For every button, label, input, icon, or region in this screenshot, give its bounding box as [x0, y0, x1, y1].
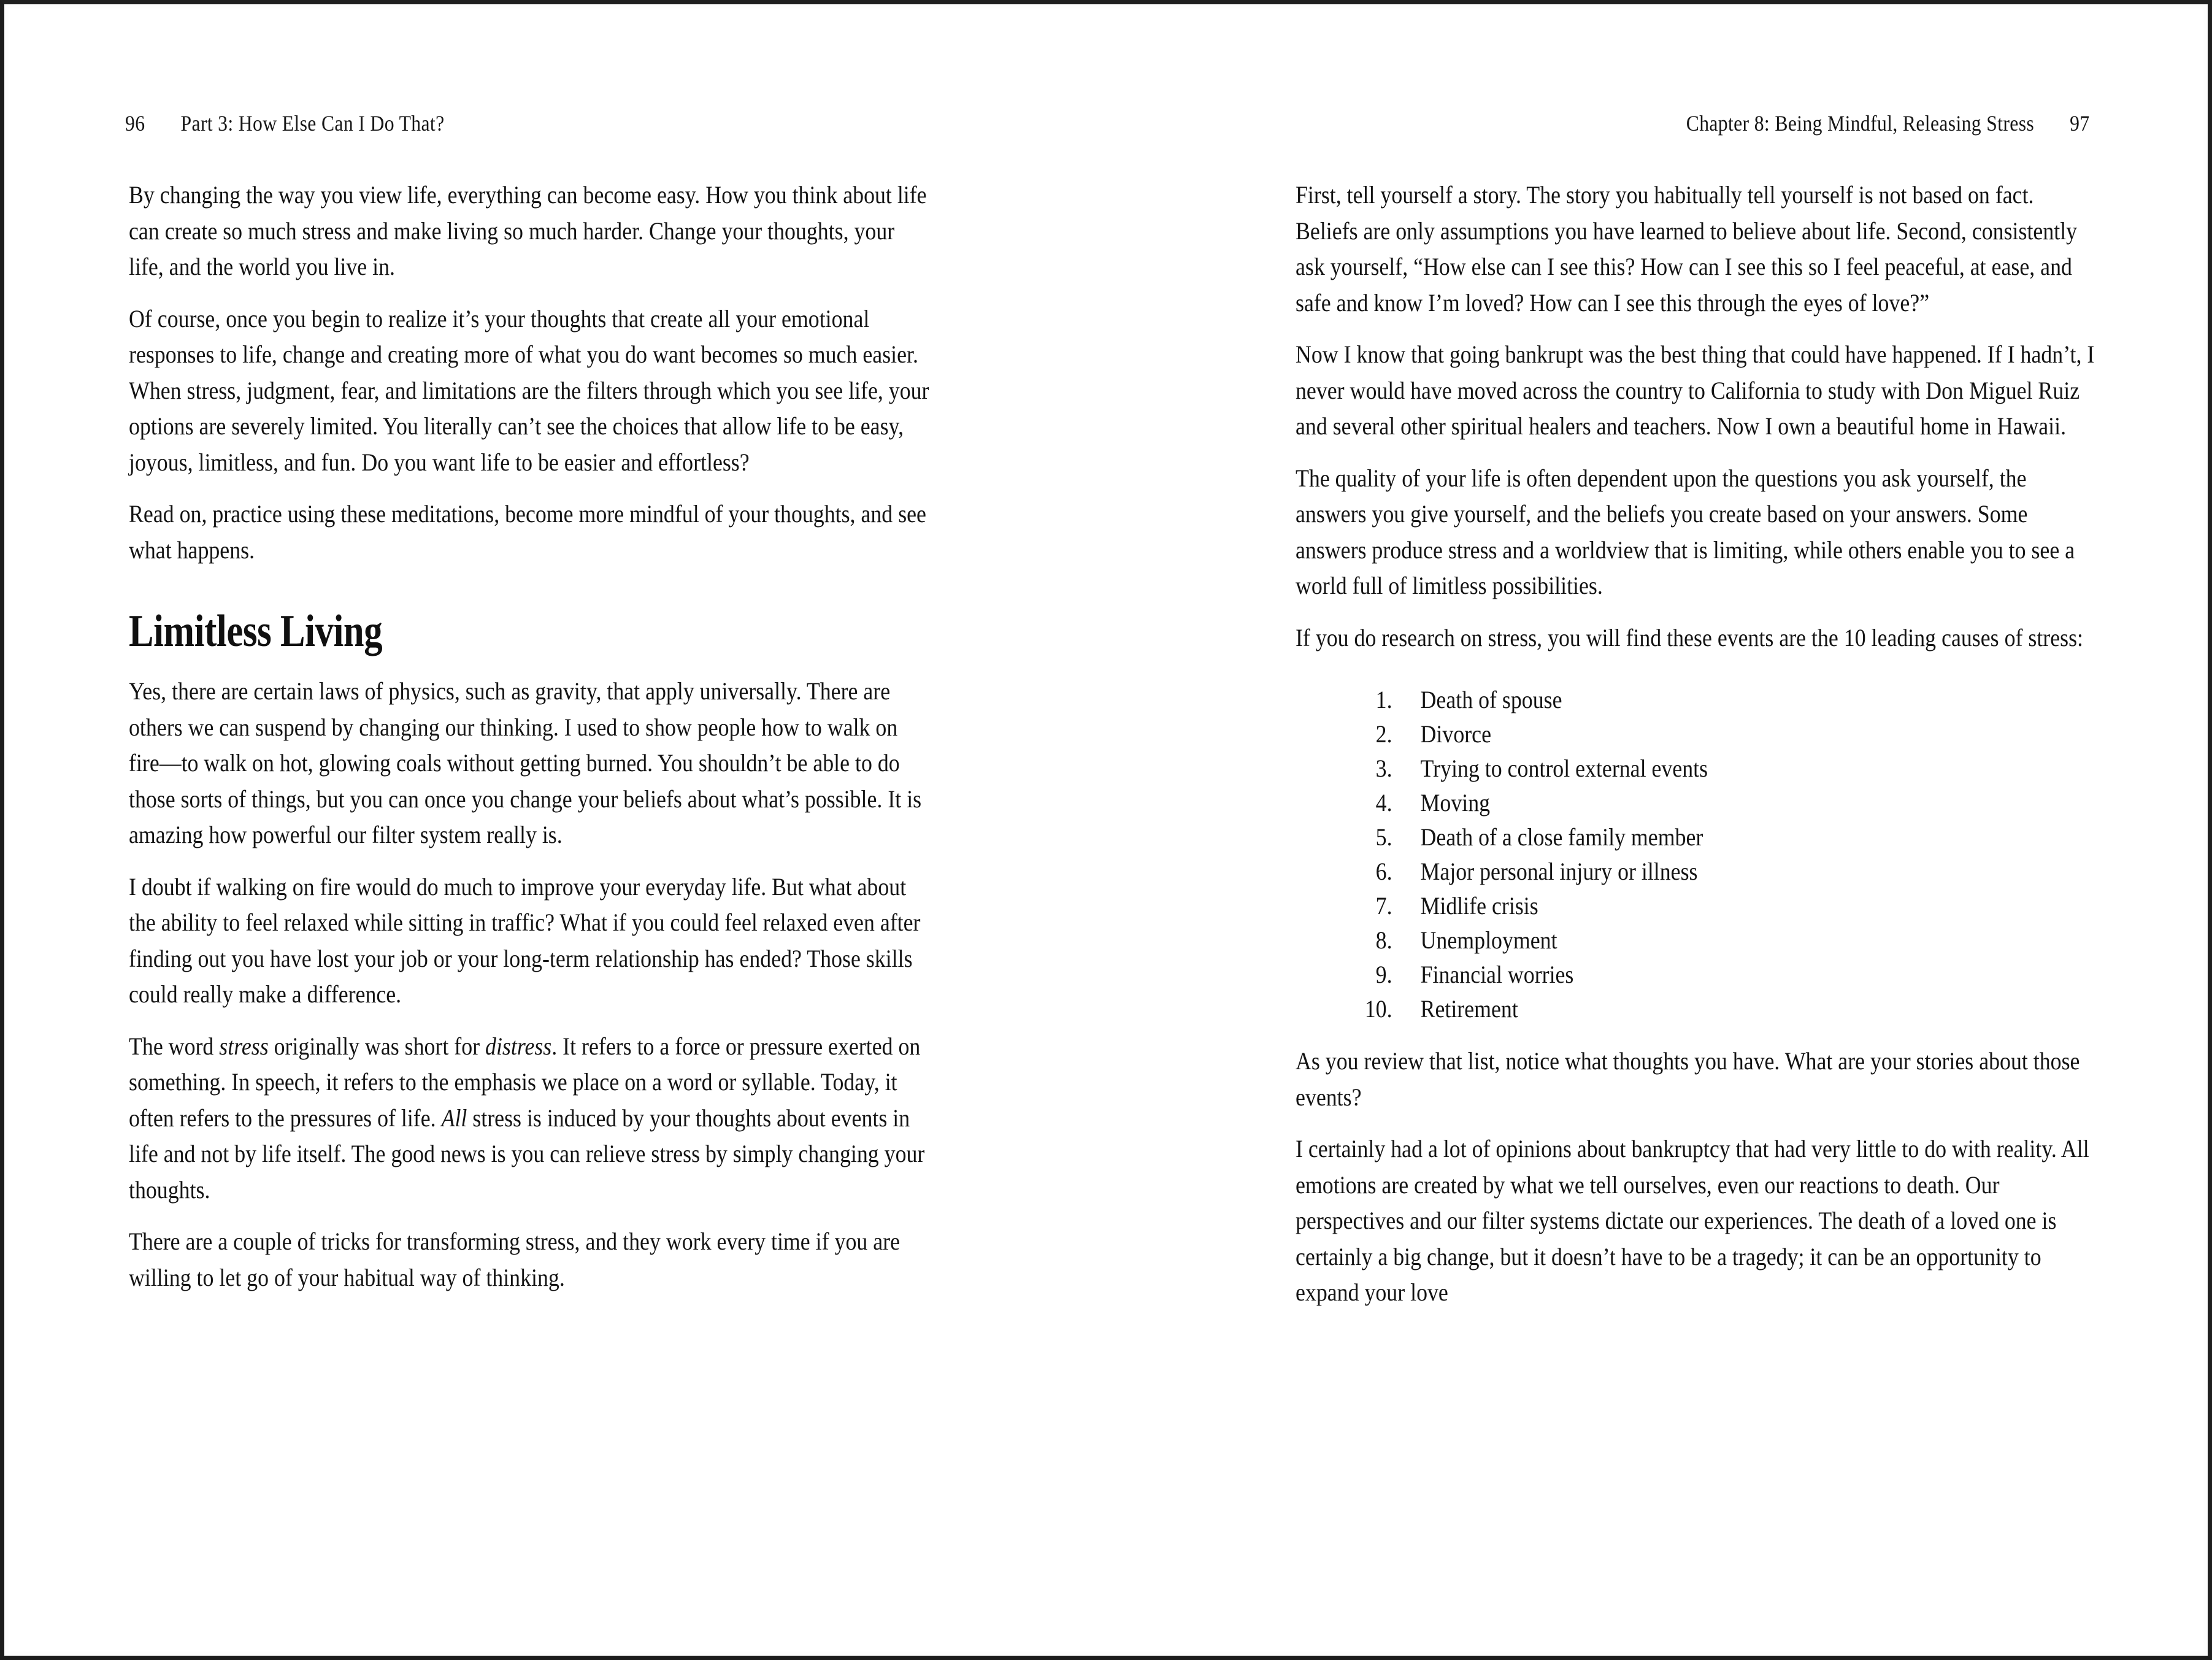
- section-heading-limitless-living: Limitless Living: [129, 606, 383, 656]
- list-item: [1296, 786, 2212, 820]
- paragraph-left-2: Of course, once you begin to realize it’s your thoughts that create all your emotional responses to life, change and creating more of what you do want becomes so much easier. When stress, judgment, fear, and limitations are the filters through which you see life, your options are severely limited. You literally can’t see the choices that allow life to be easy, joyous, limitless, and fun. Do you want life to be easier and effortless?: [129, 304, 929, 476]
- paragraph-right-6: I certainly had a lot of opinions about bankruptcy that had very little to do with reality. All emotions are created by what we tell ourselves, even our reactions to death. Our perspectives and our filter systems dictate our experiences. The death of a loved one is certainly a big change, but it doesn’t have to be a tragedy; it can be an opportunity to expand your love: [1296, 1135, 2089, 1306]
- list-item: [1296, 992, 2212, 1026]
- list-item-label: Retirement: [1420, 995, 1518, 1023]
- list-item: [1296, 820, 2212, 855]
- right-page-text-column: [1296, 177, 2102, 1327]
- list-item-number: 5.: [1375, 823, 1392, 851]
- list-item: [1296, 683, 2212, 717]
- emphasis-all: All: [441, 1104, 467, 1132]
- paragraph-left-7: There are a couple of tricks for transforming stress, and they work every time if you are willing to let go of your habitual way of thinking.: [129, 1228, 901, 1291]
- paragraph-left-3: Read on, practice using these meditations, become more mindful of your thoughts, and see what happens.: [129, 500, 926, 564]
- emphasis-stress: stress: [219, 1032, 269, 1060]
- list-item-label: Financial worries: [1420, 961, 1574, 988]
- paragraph-right-1: First, tell yourself a story. The story you habitually tell yourself is not based on fact. Beliefs are only assumptions you have learned to believe about life. Second, consistently ask yourself, “How else can I see this? How can I see this so I feel peaceful, at ease, and safe and know I’m loved? How can I see this through the eyes of love?”: [1296, 181, 2078, 317]
- list-item-number: 4.: [1375, 789, 1392, 817]
- list-item-number: 7.: [1375, 892, 1392, 920]
- paragraph-left-6-seg4: stress is induced by your thoughts about events in life and not by life itself. The good news is you can relieve stress by simply changing your thoughts.: [129, 1104, 925, 1204]
- paragraph-right-2: Now I know that going bankrupt was the best thing that could have happened. If I hadn’t, I never would have moved across the country to California to study with Don Miguel Ruiz and several other spiritual healers and teachers. Now I own a beautiful home in Hawaii.: [1296, 340, 2095, 440]
- paragraph-right-3: The quality of your life is often dependent upon the questions you ask yourself, the answers you give yourself, and the beliefs you create based on your answers. Some answers produce stress and a worldview that is limiting, while others enable you to see a world full of limitless possibilities.: [1296, 464, 2075, 599]
- list-item-number: 6.: [1375, 858, 1392, 885]
- page-number-right: 97: [2070, 111, 2090, 136]
- list-item-number: 9.: [1375, 961, 1392, 988]
- running-head-right-title: Chapter 8: Being Mindful, Releasing Stress: [1686, 111, 2035, 136]
- paragraph-left-6-seg1: The word: [129, 1032, 220, 1060]
- list-item-label: Trying to control external events: [1420, 755, 1708, 782]
- list-item: [1296, 889, 2212, 923]
- stress-causes-list: [1296, 683, 2102, 1026]
- paragraph-right-4: If you do research on stress, you will find these events are the 10 leading causes of stress:: [1296, 623, 2083, 651]
- list-item-label: Moving: [1420, 789, 1491, 817]
- list-item: [1296, 958, 2212, 992]
- list-item-label: Midlife crisis: [1420, 892, 1538, 920]
- list-item-number: 8.: [1375, 926, 1392, 954]
- list-item: [1296, 751, 2212, 786]
- paragraph-right-5: As you review that list, notice what thoughts you have. What are your stories about those events?: [1296, 1047, 2080, 1111]
- list-item-number: 10.: [1364, 995, 1392, 1023]
- list-item: [1296, 923, 2212, 958]
- list-item: [1296, 855, 2212, 889]
- list-item-label: Death of spouse: [1420, 686, 1562, 713]
- paragraph-left-1: By changing the way you view life, everything can become easy. How you think about life can create so much stress and make living so much harder. Change your thoughts, your life, and the world you live in.: [129, 181, 927, 280]
- running-head-left: [125, 110, 444, 136]
- running-head-right: [1686, 110, 2090, 136]
- list-item-label: Divorce: [1420, 720, 1492, 748]
- paragraph-left-6-seg3: . It refers to a force or pressure exerted on something. In speech, it refers to the emphasis we place on a word or syllable. Today, it often refers to the pressures of life.: [129, 1032, 921, 1132]
- list-item-number: 1.: [1375, 686, 1392, 713]
- page-number-left: 96: [125, 111, 145, 136]
- paragraph-left-6-seg2: originally was short for: [268, 1032, 486, 1060]
- emphasis-distress: distress: [485, 1032, 552, 1060]
- list-item-number: 3.: [1375, 755, 1392, 782]
- page-surface: [9, 9, 2203, 1651]
- list-item-label: Unemployment: [1420, 926, 1557, 954]
- list-item-number: 2.: [1375, 720, 1392, 748]
- list-item-label: Major personal injury or illness: [1420, 858, 1698, 885]
- paragraph-left-6: [129, 1029, 932, 1208]
- list-item-label: Death of a close family member: [1420, 823, 1703, 851]
- list-spacer: [1296, 672, 2102, 675]
- paragraph-left-5: I doubt if walking on fire would do much to improve your everyday life. But what about the ability to feel relaxed while sitting in traffic? What if you could feel relaxed even after finding out you have lost your job or your long-term relationship has ended? Those skills could really make a difference.: [129, 872, 921, 1008]
- running-head-left-title: Part 3: How Else Can I Do That?: [180, 111, 445, 136]
- list-item: [1296, 717, 2212, 751]
- left-page-text-column: [129, 177, 935, 1312]
- paragraph-left-4: Yes, there are certain laws of physics, such as gravity, that apply universally. There are others we can suspend by changing our thinking. I used to show people how to walk on fire—to walk on hot, glowing coals without getting burned. You shouldn’t be able to do those sorts of things, but you can once you change your beliefs about what’s possible. It is amazing how powerful our filter system really is.: [129, 677, 922, 848]
